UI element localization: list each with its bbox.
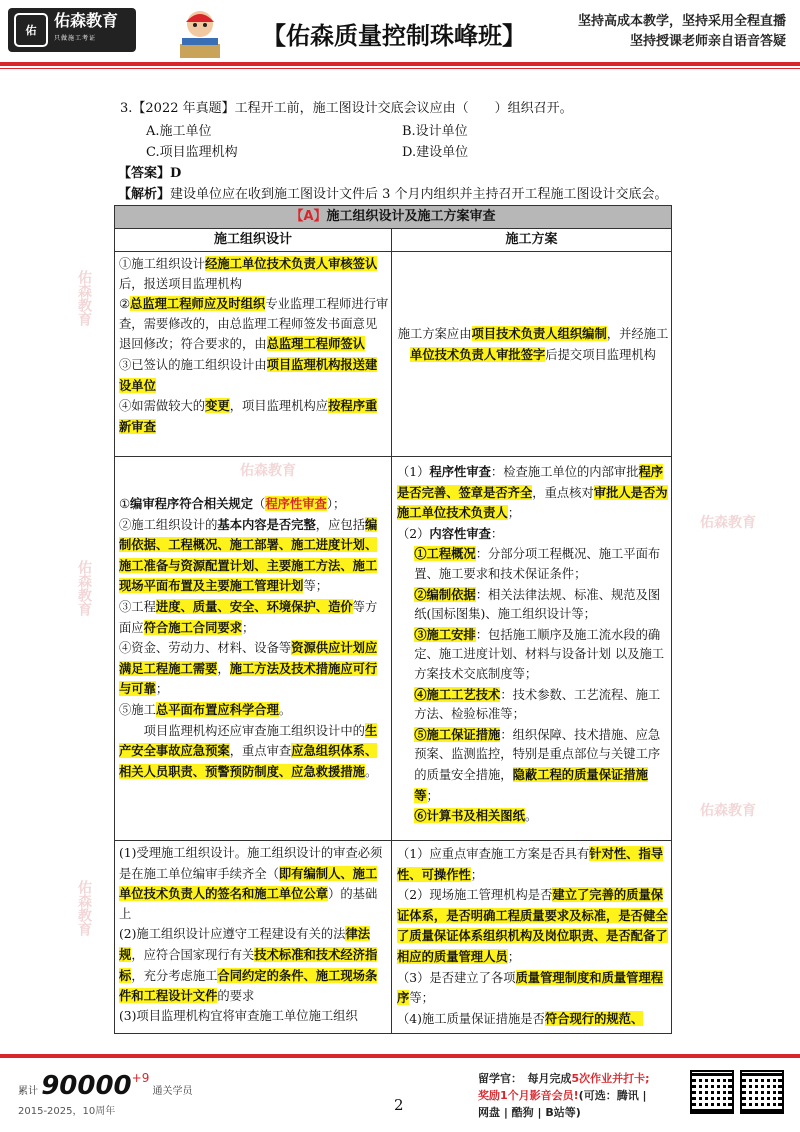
stat-number: 90000 <box>41 1071 132 1101</box>
table-title-text: 施工组织设计及施工方案审查 <box>326 209 496 224</box>
row2-left-cell: ①编审程序符合相关规定（程序性审查）； ②施工组织设计的基本内容是否完整，应包括编制依据、工程概况、施工部署、施工进度计划、施工准备与资源配置计划、主要施工方法、施工现场平面布置及主要施工管理计划等； ③工程进度、质量、安全、环境保护、造价等方面应符合施工合同要求； ④资金、劳动力、材料、设备等资源供应计划应满足工程施工需要，施工方法及技术措施应可行与可靠； ⑤施工总平面布置应科学合理。 项目监理机构还应审查施工组织设计中的生产安全事故应急预案，重点审查应急组织体系、相关人员职责、预警预防制度、应急救援措施。 <box>119 496 378 779</box>
question-stem: 3.【2022 年真题】工程开工前，施工图设计交底会议应由（ ）组织召开。 <box>120 101 573 116</box>
column-header-left: 施工组织设计 <box>115 229 391 252</box>
review-table <box>114 205 672 1034</box>
watermark-5: 佑森教育 <box>76 560 92 616</box>
option-a: A.施工单位 <box>146 124 212 139</box>
watermark-4: 佑森教育 <box>76 270 92 326</box>
stat-plus: +9 <box>131 1071 150 1085</box>
row3-left-cell: (1)受理施工组织设计。施工组织设计的审查必须是在施工单位编审手续齐全（即有编制人、施工单位技术负责人的签名和施工单位公章）的基础上 (2)施工组织设计应遵守工程建设有关的法律法规，应符合国家现行有关技术标准和技术经济指标，充分考虑施工合同约定的条件、施工现场条件和工程设计文件的要求 (3)项目监理机构宜将审查施工单位施工组织 <box>119 846 383 1023</box>
row-divider-1 <box>115 456 671 457</box>
analysis-line <box>118 183 688 202</box>
promo-line-1b: 5次作业并打卡; <box>571 1072 650 1085</box>
answer-line <box>118 162 181 181</box>
promo-line-2a: 奖励1个月影音会员! <box>478 1089 579 1102</box>
slogan-line-2: 坚持授课老师亲自语音答疑 <box>629 34 786 49</box>
analysis-text: 建设单位应在收到施工图设计文件后 3 个月内组织并主持召开工程施工图设计交底会。 <box>170 187 668 202</box>
watermark-1: 佑森教育 <box>240 463 296 479</box>
page-header <box>0 0 800 86</box>
table-title <box>115 206 671 229</box>
row2-right-cell: （1）程序性审查：检查施工单位的内部审批程序是否完善、签章是否齐全，重点核对审批人是否为施工单位技术负责人； （2）内容性审查： ①工程概况：分部分项工程概况、施工平面布置、施工要求和技术保证条件； ②编制依据：相关法律法规、标准、规范及图纸(国标图集)、施工组织设计等； ③施工安排：包括施工顺序及施工流水段的确定、施工进度计划、材料与设备计划 以及施工方案技术交底制度等； ④施工工艺技术：技术参数、工艺流程、施工方法、检验标准等； ⑤施工保证措施：组织保障、技术措施、应急预案、监测监控，特别是重点部位与关键工序的质量安全措施，隐蔽工程的质量保证措施等； ⑥计算书及相关图纸。 <box>397 464 668 824</box>
table-title-tag: 【A】 <box>290 209 327 224</box>
mascot-icon <box>170 4 230 64</box>
footer-promo <box>478 1070 688 1121</box>
option-c: C.项目监理机构 <box>146 145 238 160</box>
row3-right-cell: （1）应重点审查施工方案是否具有针对性、指导性、可操作性； （2）现场施工管理机构是否建立了完善的质量保证体系，是否明确工程质量要求及标准，是否健全了质量保证体系组织机构及岗位职责、是否配备了相应的质量管理人员； （3）是否建立了各项质量管理制度和质量管理程序等； （4)施工质量保证措施是否符合现行的规范、 <box>397 846 668 1026</box>
qr-code-icon-2 <box>740 1070 784 1114</box>
promo-line-3: 网盘 | 酷狗 | B站等) <box>478 1106 581 1119</box>
header-divider-thin <box>0 68 800 69</box>
option-b: B.设计单位 <box>402 124 468 139</box>
header-title: 【佑森质量控制珠峰班】 <box>262 22 526 50</box>
header-slogan <box>578 12 786 52</box>
logo-subtitle: 只做施工考证 <box>54 35 97 42</box>
column-divider <box>391 229 392 1033</box>
stat-prefix: 累计 <box>18 1086 38 1097</box>
answer-value: D <box>170 166 182 181</box>
promo-line-1a: 留学官： 每月完成 <box>478 1072 572 1085</box>
header-divider <box>0 62 800 66</box>
row-divider-2 <box>115 840 671 841</box>
watermark-3: 佑森教育 <box>700 803 756 819</box>
footer-divider <box>0 1054 800 1058</box>
row1-right-cell: 施工方案应由项目技术负责人组织编制，并经施工单位技术负责人审批签字后提交项目监理机构 <box>397 326 669 362</box>
column-header-right: 施工方案 <box>392 229 671 252</box>
footer-years: 2015-2025，10周年 <box>18 1106 116 1117</box>
brand-logo <box>8 8 136 52</box>
row1-left-cell: ①施工组织设计经施工单位技术负责人审核签认后，报送项目监理机构 ②总监理工程师应及时组织专业监理工程师进行审查，需要修改的，由总监理工程师签发书面意见退回修改；符合要求的，由总监理工程师签认 ③已签认的施工组织设计由项目监理机构报送建设单位 ④如需做较大的变更，项目监理机构应按程序重新审查 <box>119 256 389 434</box>
answer-label: 【答案】 <box>118 166 171 181</box>
analysis-label: 【解析】 <box>118 187 171 202</box>
logo-seal-icon: 佑 <box>14 13 48 47</box>
footer-stat <box>18 1071 193 1101</box>
watermark-2: 佑森教育 <box>700 515 756 531</box>
stat-suffix: 通关学员 <box>152 1086 193 1097</box>
qr-code-icon <box>690 1070 734 1114</box>
watermark-6: 佑森教育 <box>76 880 92 936</box>
promo-line-2b: (可选：腾讯 | <box>578 1089 647 1102</box>
slogan-line-1: 坚持高成本教学，坚持采用全程直播 <box>577 14 786 29</box>
option-d: D.建设单位 <box>402 145 469 160</box>
page-number: 2 <box>394 1096 404 1114</box>
logo-name: 佑森教育 <box>54 11 119 30</box>
